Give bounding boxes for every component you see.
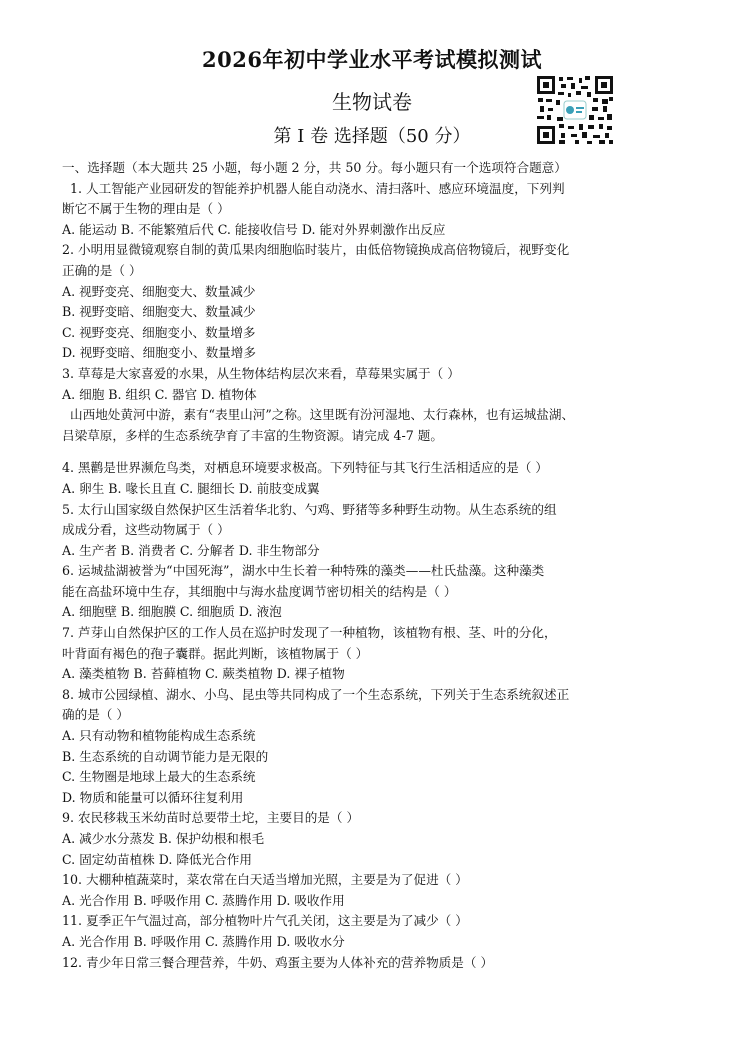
- question-line: 4. 黑鹳是世界濒危鸟类，对栖息环境要求极高。下列特征与其飞行生活相适应的是（ ）: [62, 460, 548, 476]
- question-line: 9. 农民移栽玉米幼苗时总要带土坨，主要目的是（ ）: [62, 810, 360, 826]
- question-line: 山西地处黄河中游，素有“表里山河”之称。这里既有汾河湿地、太行森林，也有运城盐湖、: [70, 407, 575, 423]
- question-line: 确的是（ ）: [62, 707, 129, 723]
- question-line: 1. 人工智能产业园研发的智能养护机器人能自动浇水、清扫落叶、感应环境温度，下列判: [70, 180, 565, 196]
- question-line: D. 物质和能量可以循环往复利用: [62, 789, 244, 805]
- question-line: 能在高盐环境中生存，其细胞中与海水盐度调节密切相关的结构是（ ）: [62, 583, 457, 599]
- instructions: 一、选择题（本大题共 25 小题，每小题 2 分，共 50 分。每小题只有一个选项符合题意）: [62, 160, 567, 175]
- question-line: A. 只有动物和植物能构成生态系统: [62, 728, 256, 744]
- question-line: C. 固定幼苗植株 D. 降低光合作用: [62, 851, 252, 867]
- question-line: 正确的是（ ）: [62, 262, 142, 278]
- question-line: A. 减少水分蒸发 B. 保护幼根和根毛: [62, 831, 265, 846]
- question-line: C. 生物圈是地球上最大的生态系统: [62, 769, 256, 785]
- question-line: A. 生产者 B. 消费者 C. 分解者 D. 非生物部分: [62, 542, 320, 558]
- question-line: A. 视野变亮、细胞变大、数量减少: [62, 283, 256, 299]
- question-line: B. 视野变暗、细胞变大、数量减少: [62, 304, 256, 320]
- question-line: 吕梁草原，多样的生态系统孕育了丰富的生物资源。请完成 4-7 题。: [62, 427, 443, 443]
- question-line: A. 光合作用 B. 呼吸作用 C. 蒸腾作用 D. 吸收水分: [62, 933, 345, 949]
- question-line: A. 能运动 B. 不能繁殖后代 C. 能接收信号 D. 能对外界刺激作出反应: [62, 221, 446, 237]
- question-line: 8. 城市公园绿植、湖水、小鸟、昆虫等共同构成了一个生态系统，下列关于生态系统叙述正: [62, 686, 570, 702]
- question-line: 叶背面有褐色的孢子囊群。据此判断，该植物属于（ ）: [62, 645, 369, 661]
- section-heading: 第 I 卷 选择题（50 分）: [273, 126, 471, 147]
- question-line: A. 卵生 B. 喙长且直 C. 腿细长 D. 前肢变成翼: [62, 480, 320, 496]
- exam-title: 2026年初中学业水平考试模拟测试: [202, 47, 542, 72]
- question-line: B. 生态系统的自动调节能力是无限的: [62, 748, 269, 764]
- question-line: 5. 太行山国家级自然保护区生活着华北豹、勺鸡、野猪等多种野生动物。从生态系统的组: [62, 501, 557, 517]
- question-body: [62, 158, 632, 973]
- qr-code-icon: [535, 74, 615, 146]
- question-line: 6. 运城盐湖被誉为“中国死海”，湖水中生长着一种特殊的藻类——杜氏盐藻。这种藻类: [62, 563, 545, 579]
- question-lines: [62, 179, 632, 974]
- spacer: [62, 446, 632, 458]
- question-line: 11. 夏季正午气温过高，部分植物叶片气孔关闭，这主要是为了减少（ ）: [62, 913, 468, 929]
- question-line: 12. 青少年日常三餐合理营养，牛奶、鸡蛋主要为人体补充的营养物质是（ ）: [62, 954, 494, 970]
- question-line: C. 视野变亮、细胞变小、数量增多: [62, 324, 256, 340]
- question-line: 成成分看，这些动物属于（ ）: [62, 522, 230, 538]
- question-line: 断它不属于生物的理由是（ ）: [62, 201, 230, 217]
- exam-subtitle: 生物试卷: [332, 90, 412, 114]
- question-line: 7. 芦芽山自然保护区的工作人员在巡护时发现了一种植物，该植物有根、茎、叶的分化，: [62, 625, 557, 641]
- question-line: 3. 草莓是大家喜爱的水果，从生物体结构层次来看，草莓果实属于（ ）: [62, 365, 460, 381]
- question-line: A. 细胞壁 B. 细胞膜 C. 细胞质 D. 液泡: [62, 604, 282, 620]
- question-line: A. 藻类植物 B. 苔藓植物 C. 蕨类植物 D. 裸子植物: [62, 666, 345, 682]
- question-line: A. 光合作用 B. 呼吸作用 C. 蒸腾作用 D. 吸收作用: [62, 892, 345, 908]
- question-line: 2. 小明用显微镜观察自制的黄瓜果肉细胞临时装片，由低倍物镜换成高倍物镜后，视野变化: [62, 242, 570, 258]
- question-line: 10. 大棚种植蔬菜时，菜农常在白天适当增加光照，主要是为了促进（ ）: [62, 872, 468, 888]
- question-line: A. 细胞 B. 组织 C. 器官 D. 植物体: [62, 386, 257, 402]
- question-line: D. 视野变暗、细胞变小、数量增多: [62, 345, 256, 361]
